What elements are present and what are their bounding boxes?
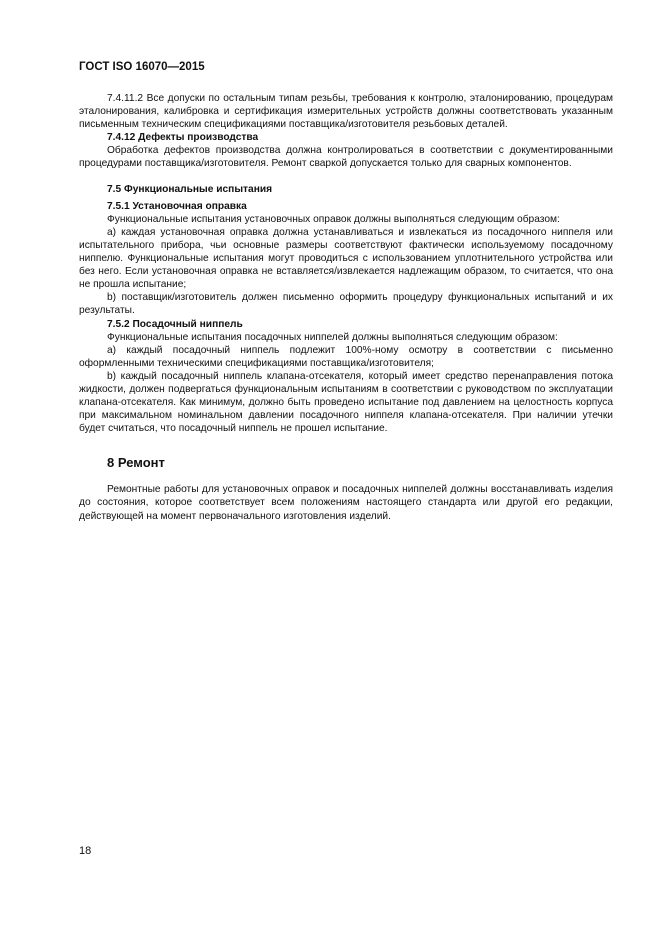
paragraph-7-4-11-2: 7.4.11.2 Все допуски по остальным типам резьбы, требования к контролю, эталонированию, процедурам эталонирования, калибровка и сертификация измерительных устройств должны соответствовать указанным письменным техническим спецификациями поставщика/изготовителя резьбовых деталей. — [79, 93, 613, 131]
document-header: ГОСТ ISO 16070—2015 — [79, 61, 205, 73]
paragraph-7-4-12: Обработка дефектов производства должна контролироваться в соответствии с документированными процедурами поставщика/изготовителя. Ремонт сваркой допускается только для сварных компонентов. — [79, 145, 613, 170]
heading-7-4-12: 7.4.12 Дефекты производства — [107, 132, 259, 144]
paragraph-7-5-1-a: а) каждая установочная оправка должна устанавливаться и извлекаться из посадочного ниппеля или испытательного прибора, чьи основные размеры соответствуют фактически используемому посадочному ниппелю. Функциональные испытания могут проводиться с использованием уплотнительного устройства или без него. Если установочная оправка не вставляется/извлекается надлежащим образом, то считается, что она не прошла испытание; — [79, 226, 613, 291]
page-content — [79, 92, 613, 523]
paragraph-7-5-2-a: а) каждый посадочный ниппель подлежит 100%-ному осмотру в соответствии с письменно оформленными техническими спецификациями поставщика/изготовителя; — [79, 344, 613, 369]
paragraph-7-5-2-b: b) каждый посадочный ниппель клапана-отсекателя, который имеет средство перенаправления потока жидкости, должен подвергаться функциональным испытаниям в соответствии с руководством по эксплуатации клапана-отсекателя. Как минимум, должно быть проведено испытание под давлением на целостность корпуса при максимальном номинальном давлении посадочного ниппеля клапана-отсекателя. При наличии утечки будет считаться, что посадочный ниппель не прошел испытание. — [79, 370, 613, 435]
heading-7-5-2: 7.5.2 Посадочный ниппель — [107, 318, 243, 330]
heading-7-5-1: 7.5.1 Установочная оправка — [107, 200, 247, 212]
paragraph-8: Ремонтные работы для установочных оправок и посадочных ниппелей должны восстанавливать изделия до состояния, которое соответствует всем положениям настоящего стандарта или другой его редакции, действующей на момент первоначального изготовления изделий. — [79, 484, 613, 522]
paragraph-7-5-1-intro: Функциональные испытания установочных оправок должны выполняться следующим образом: — [107, 213, 560, 225]
paragraph-7-5-2-intro: Функциональные испытания посадочных ниппелей должны выполняться следующим образом: — [107, 331, 558, 343]
heading-7-5: 7.5 Функциональные испытания — [107, 183, 273, 195]
paragraph-7-5-1-b: b) поставщик/изготовитель должен письменно оформить процедуру функциональных испытаний и их результаты. — [79, 292, 613, 317]
heading-8: 8 Ремонт — [107, 455, 165, 471]
page-number: 18 — [79, 845, 92, 857]
